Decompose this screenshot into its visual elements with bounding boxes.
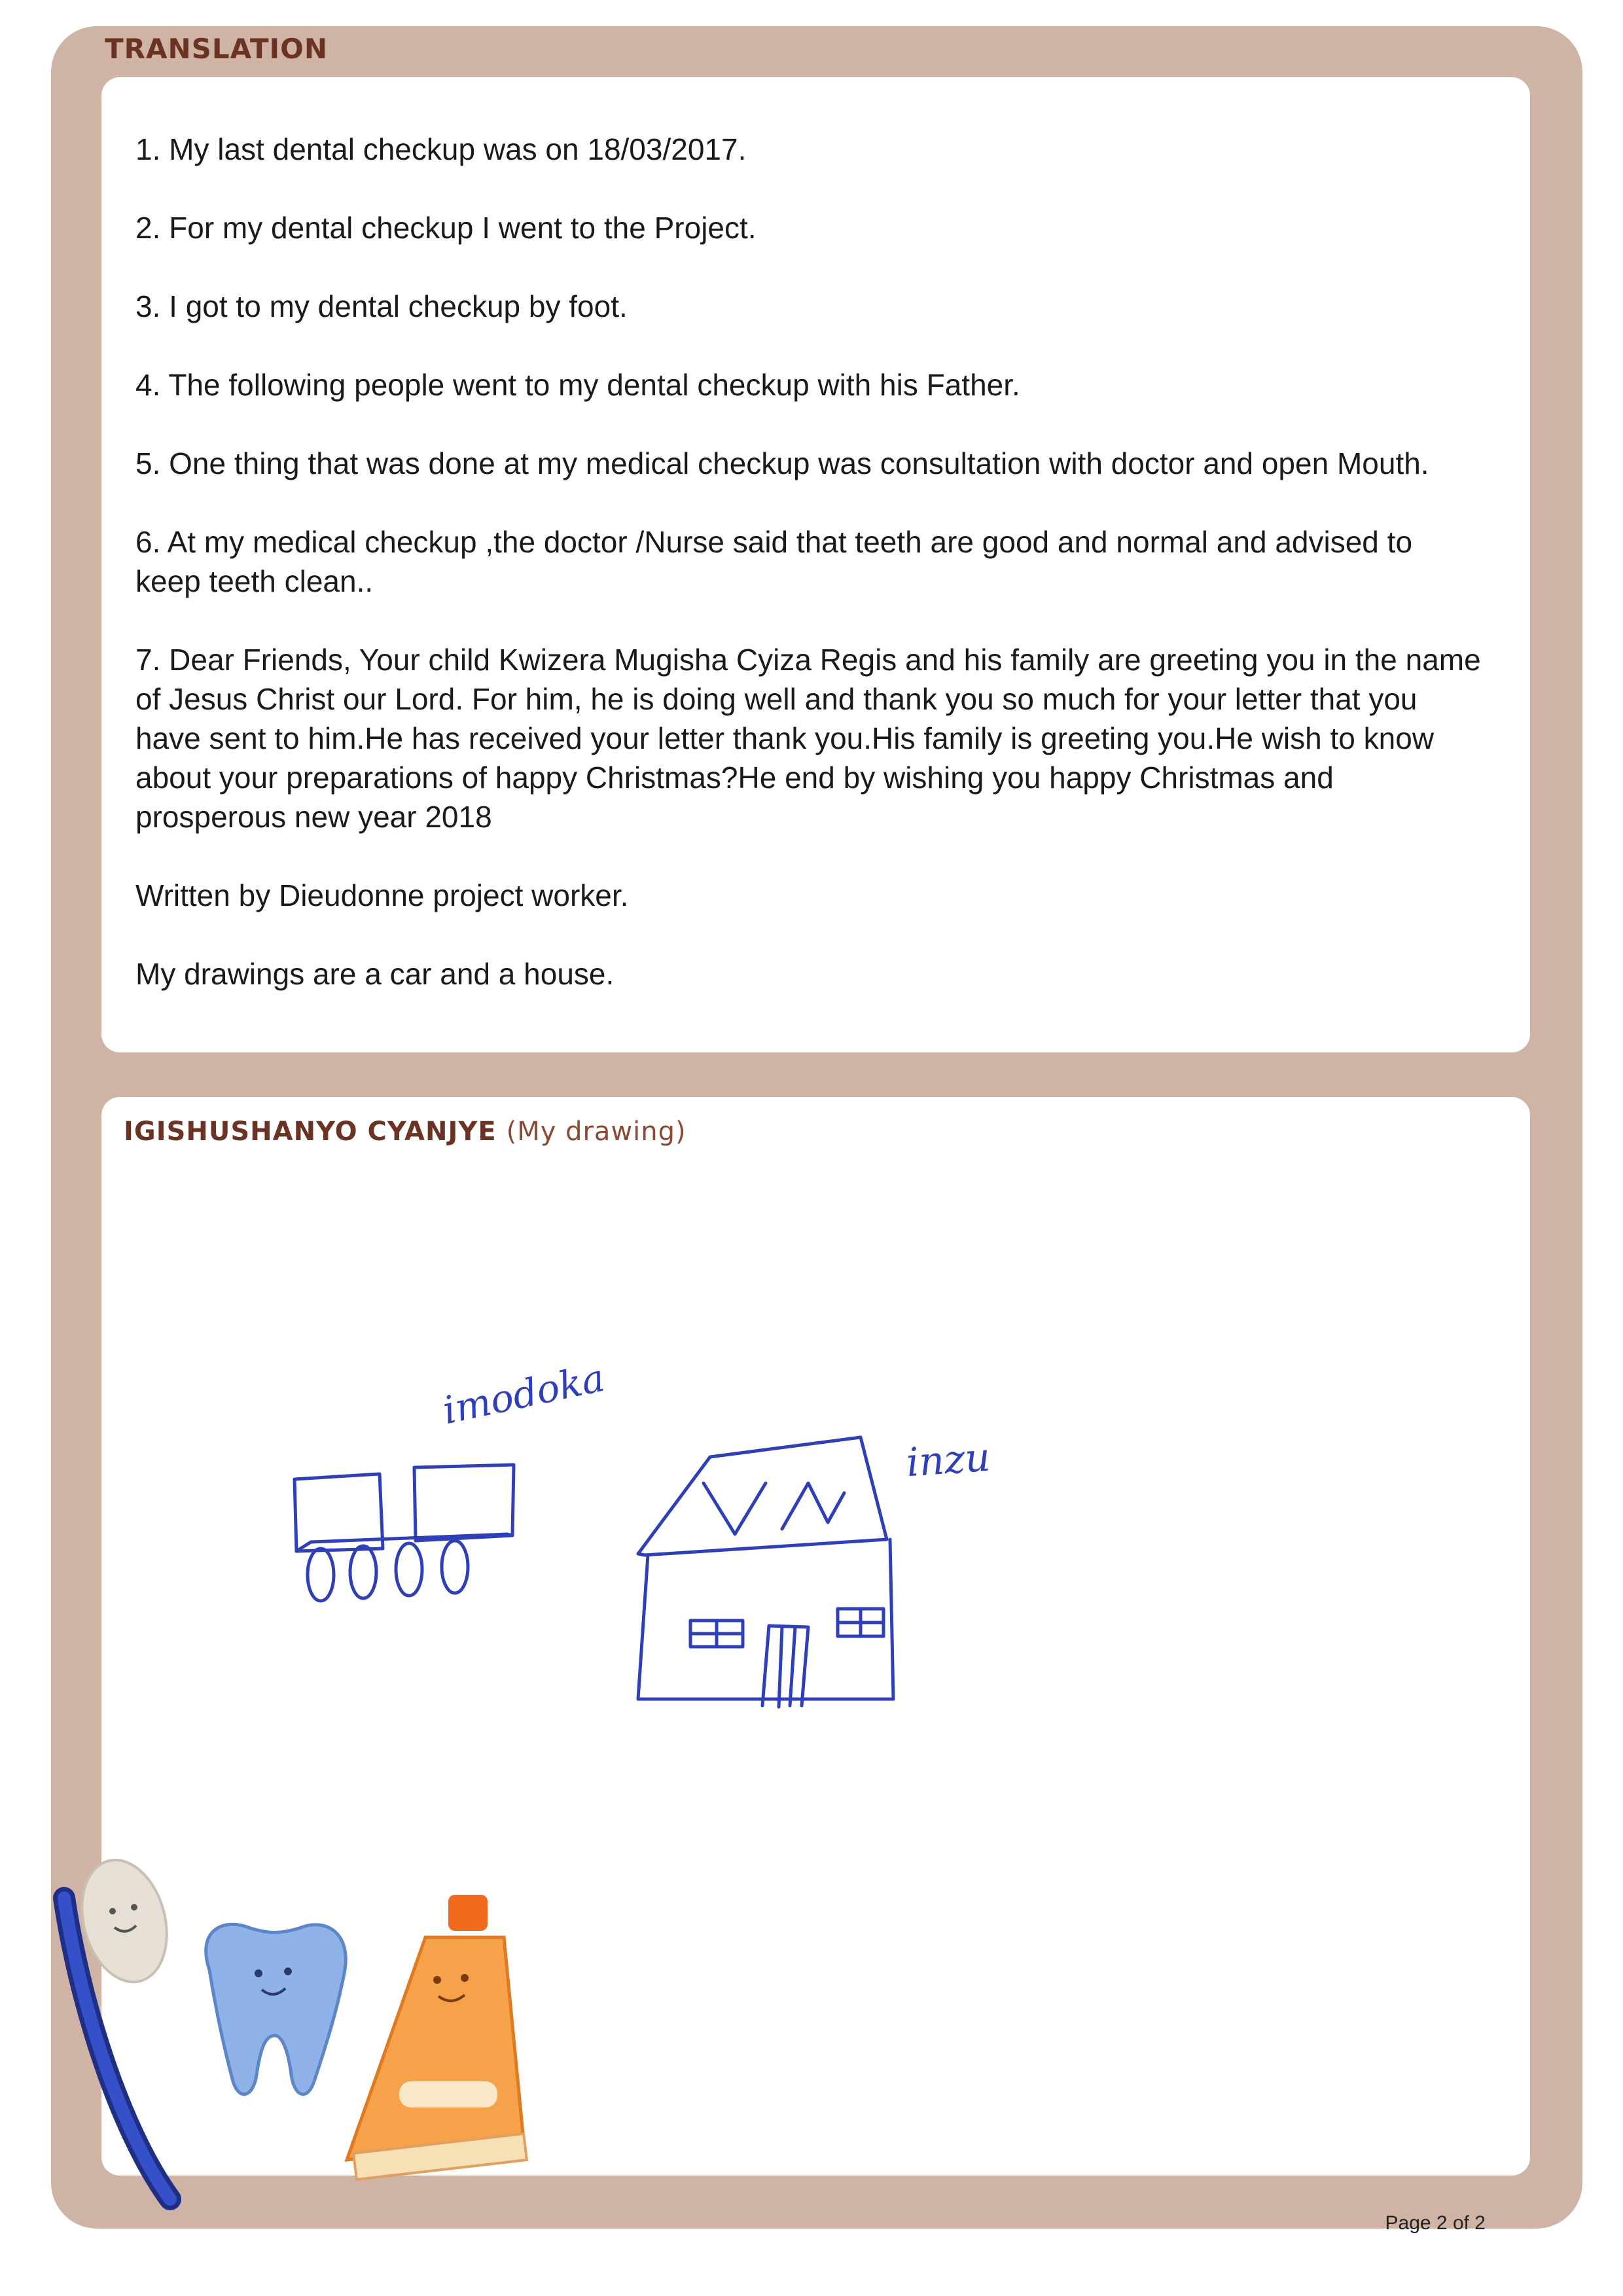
tooth-icon — [206, 1924, 346, 2094]
translation-line: My drawings are a car and a house. — [135, 957, 615, 991]
translation-line: 4. The following people went to my dental checkup with his Father. — [135, 368, 1020, 402]
page-number: Page 2 of 2 — [1385, 2212, 1486, 2234]
translation-line: 1. My last dental checkup was on 18/03/2017. — [135, 132, 747, 166]
translation-heading: TRANSLATION — [105, 33, 329, 65]
translation-line: 6. At my medical checkup ,the doctor /Nurse said that teeth are good and normal and advised to keep teeth clean.. — [135, 525, 1413, 598]
drawing-heading-title: IGISHUSHANYO CYANJYE — [124, 1117, 497, 1147]
translation-line: 7. Dear Friends, Your child Kwizera Mugisha Cyiza Regis and his family are greeting you in the name of Jesus Christ our Lord. For him, he is doing well and thank you so much for your letter that you have sent to him.He has received your letter thank you.His family is greeting you.He wish to know about your preparations of happy Christmas?He end by wishing you happy Christmas and prosperous new year 2018 — [135, 643, 1481, 834]
translation-line: 5. One thing that was done at my medical checkup was consultation with doctor and open Mouth. — [135, 446, 1429, 480]
translation-line: Written by Dieudonne project worker. — [135, 878, 629, 912]
car-label: imodoka — [438, 1355, 609, 1433]
translation-line: 3. I got to my dental checkup by foot. — [135, 289, 628, 323]
toothpaste-icon — [347, 1895, 527, 2179]
translation-line: 2. For my dental checkup I went to the Project. — [135, 211, 757, 245]
house-label: inzu — [904, 1434, 992, 1486]
toothbrush-icon — [64, 1850, 179, 2199]
drawing-heading-subtitle: (My drawing) — [506, 1117, 687, 1147]
